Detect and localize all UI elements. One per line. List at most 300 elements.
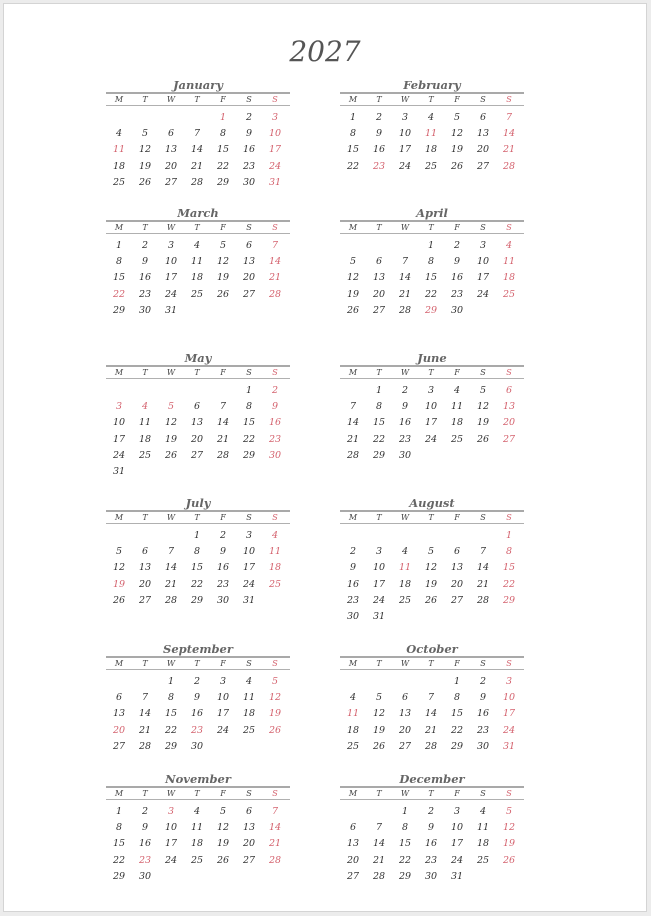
weekday-label: S bbox=[272, 513, 278, 522]
day-cell: 14 bbox=[372, 838, 386, 850]
day-cell: 6 bbox=[479, 112, 487, 123]
empty-cell bbox=[470, 448, 496, 464]
day-cell: 30 bbox=[346, 610, 360, 622]
day-cell: 16 bbox=[138, 272, 152, 284]
day-cell: 10 bbox=[242, 546, 256, 558]
day-cell: 21 bbox=[190, 160, 204, 172]
day-cell: 29 bbox=[216, 176, 230, 188]
weekday-label: M bbox=[114, 95, 124, 104]
month-february bbox=[340, 79, 524, 175]
day-cell: 5 bbox=[505, 806, 513, 817]
week-row bbox=[340, 820, 524, 836]
weekday-label: S bbox=[480, 789, 486, 798]
day-cell: 3 bbox=[167, 240, 175, 251]
day-cell: 11 bbox=[112, 144, 126, 156]
day-cell: 6 bbox=[375, 256, 383, 268]
day-cell: 1 bbox=[245, 385, 253, 396]
day-cell: 13 bbox=[372, 272, 386, 284]
day-cell: 3 bbox=[401, 112, 409, 123]
weekday-label: W bbox=[166, 223, 176, 232]
day-cell: 3 bbox=[427, 385, 435, 396]
day-cell: 25 bbox=[190, 854, 204, 866]
day-cell: 1 bbox=[505, 530, 513, 541]
day-cell: 1 bbox=[349, 112, 357, 123]
day-cell: 19 bbox=[164, 433, 178, 445]
day-cell: 30 bbox=[476, 740, 490, 752]
day-cell: 30 bbox=[424, 870, 438, 882]
day-cell: 3 bbox=[115, 401, 123, 413]
day-cell: 30 bbox=[216, 594, 230, 606]
day-cell: 2 bbox=[219, 530, 227, 541]
day-cell: 25 bbox=[450, 433, 464, 445]
week-row bbox=[340, 383, 524, 399]
empty-cell bbox=[340, 674, 366, 690]
weekday-label: F bbox=[220, 659, 226, 668]
day-cell: 29 bbox=[190, 594, 204, 606]
day-cell: 12 bbox=[164, 417, 178, 429]
month-title: August bbox=[409, 496, 455, 510]
day-cell: 22 bbox=[372, 433, 386, 445]
weekday-label: M bbox=[348, 368, 358, 377]
day-cell: 21 bbox=[216, 433, 230, 445]
week-row bbox=[106, 303, 290, 319]
day-cell: 5 bbox=[453, 112, 461, 123]
day-cell: 3 bbox=[245, 530, 253, 541]
weekday-label: W bbox=[166, 368, 176, 377]
weekday-label: T bbox=[194, 95, 200, 104]
day-cell: 19 bbox=[476, 417, 490, 429]
week-row bbox=[106, 577, 290, 593]
day-cell: 24 bbox=[216, 724, 230, 736]
day-cell: 31 bbox=[112, 465, 126, 477]
month-title: April bbox=[416, 206, 448, 220]
day-cell: 19 bbox=[450, 144, 464, 156]
week-row bbox=[340, 544, 524, 560]
day-cell: 23 bbox=[216, 578, 230, 590]
day-cell: 11 bbox=[502, 256, 516, 268]
weekday-label: F bbox=[454, 513, 460, 522]
empty-cell bbox=[184, 110, 210, 126]
day-cell: 5 bbox=[375, 692, 383, 704]
weekday-label: S bbox=[480, 223, 486, 232]
day-cell: 7 bbox=[193, 128, 201, 140]
weekday-label: W bbox=[400, 223, 410, 232]
empty-cell bbox=[366, 804, 392, 820]
day-cell: 16 bbox=[216, 562, 230, 574]
day-cell: 28 bbox=[346, 449, 360, 461]
week-row bbox=[106, 706, 290, 722]
day-cell: 27 bbox=[112, 740, 126, 752]
month-title: March bbox=[177, 206, 219, 220]
weekday-header bbox=[340, 367, 524, 378]
day-cell: 2 bbox=[375, 112, 383, 123]
weekday-label: T bbox=[142, 659, 148, 668]
day-cell: 11 bbox=[398, 562, 412, 574]
day-cell: 27 bbox=[242, 854, 256, 866]
empty-cell bbox=[184, 303, 210, 319]
day-cell: 12 bbox=[138, 144, 152, 156]
weekday-label: M bbox=[348, 95, 358, 104]
year-title: 2027 bbox=[289, 35, 361, 68]
day-cell: 27 bbox=[450, 594, 464, 606]
day-cell: 25 bbox=[242, 724, 256, 736]
day-cell: 13 bbox=[112, 708, 126, 720]
day-cell: 26 bbox=[476, 433, 490, 445]
day-cell: 23 bbox=[242, 160, 256, 172]
day-cell: 10 bbox=[476, 256, 490, 268]
day-cell: 8 bbox=[115, 256, 123, 268]
day-cell: 22 bbox=[216, 160, 230, 172]
day-cell: 30 bbox=[398, 449, 412, 461]
day-cell: 3 bbox=[479, 240, 487, 251]
day-cell: 9 bbox=[453, 256, 461, 268]
week-row bbox=[106, 674, 290, 690]
day-cell: 7 bbox=[427, 692, 435, 704]
week-row bbox=[340, 690, 524, 706]
week-row bbox=[106, 159, 290, 175]
day-cell: 14 bbox=[216, 417, 230, 429]
day-cell: 9 bbox=[401, 401, 409, 413]
empty-cell bbox=[236, 739, 262, 755]
weekday-label: T bbox=[194, 513, 200, 522]
week-row bbox=[106, 110, 290, 126]
day-cell: 23 bbox=[268, 433, 282, 445]
day-cell: 8 bbox=[219, 128, 227, 140]
day-cell: 31 bbox=[268, 176, 282, 188]
empty-cell bbox=[392, 674, 418, 690]
day-cell: 12 bbox=[372, 708, 386, 720]
day-cell: 21 bbox=[424, 724, 438, 736]
day-cell: 7 bbox=[401, 256, 409, 268]
day-cell: 21 bbox=[268, 272, 282, 284]
week-row bbox=[106, 126, 290, 142]
day-cell: 25 bbox=[268, 578, 282, 590]
empty-cell bbox=[210, 303, 236, 319]
day-cell: 8 bbox=[167, 692, 175, 704]
day-cell: 29 bbox=[164, 740, 178, 752]
day-cell: 16 bbox=[424, 838, 438, 850]
weekday-label: W bbox=[400, 368, 410, 377]
weekday-label: W bbox=[166, 95, 176, 104]
day-cell: 9 bbox=[271, 401, 279, 413]
day-cell: 13 bbox=[398, 708, 412, 720]
weekday-label: S bbox=[506, 513, 512, 522]
day-cell: 15 bbox=[502, 562, 516, 574]
weekday-rule bbox=[340, 378, 524, 379]
weekday-label: F bbox=[220, 95, 226, 104]
day-cell: 6 bbox=[453, 546, 461, 558]
week-row bbox=[340, 869, 524, 885]
day-cell: 16 bbox=[242, 144, 256, 156]
day-cell: 13 bbox=[450, 562, 464, 574]
day-cell: 27 bbox=[346, 870, 360, 882]
day-cell: 5 bbox=[219, 806, 227, 817]
day-cell: 3 bbox=[453, 806, 461, 817]
day-cell: 23 bbox=[190, 724, 204, 736]
day-cell: 17 bbox=[216, 708, 230, 720]
month-may bbox=[106, 352, 290, 480]
day-cell: 19 bbox=[216, 272, 230, 284]
day-cell: 4 bbox=[349, 692, 357, 704]
day-cell: 27 bbox=[242, 288, 256, 300]
weekday-label: T bbox=[376, 368, 382, 377]
day-cell: 23 bbox=[346, 594, 360, 606]
empty-cell bbox=[132, 674, 158, 690]
day-cell: 15 bbox=[450, 708, 464, 720]
week-row bbox=[340, 577, 524, 593]
empty-cell bbox=[418, 528, 444, 544]
empty-cell bbox=[158, 110, 184, 126]
day-cell: 15 bbox=[112, 272, 126, 284]
day-cell: 30 bbox=[268, 449, 282, 461]
week-row bbox=[106, 432, 290, 448]
day-cell: 25 bbox=[424, 160, 438, 172]
day-cell: 16 bbox=[190, 708, 204, 720]
day-cell: 12 bbox=[216, 256, 230, 268]
weekday-label: M bbox=[348, 223, 358, 232]
day-cell: 17 bbox=[424, 417, 438, 429]
week-row bbox=[340, 142, 524, 158]
day-cell: 4 bbox=[453, 385, 461, 396]
day-cell: 17 bbox=[268, 144, 282, 156]
month-title: May bbox=[184, 351, 212, 365]
weekday-header bbox=[340, 222, 524, 233]
day-cell: 26 bbox=[346, 304, 360, 316]
day-cell: 12 bbox=[346, 272, 360, 284]
day-cell: 20 bbox=[346, 854, 360, 866]
week-row bbox=[106, 175, 290, 191]
day-cell: 11 bbox=[138, 417, 152, 429]
day-cell: 14 bbox=[346, 417, 360, 429]
day-cell: 2 bbox=[479, 676, 487, 687]
day-cell: 1 bbox=[219, 112, 227, 123]
empty-cell bbox=[210, 739, 236, 755]
day-cell: 22 bbox=[242, 433, 256, 445]
day-cell: 28 bbox=[164, 594, 178, 606]
day-cell: 5 bbox=[427, 546, 435, 558]
day-cell: 18 bbox=[112, 160, 126, 172]
day-cell: 19 bbox=[138, 160, 152, 172]
day-cell: 24 bbox=[476, 288, 490, 300]
day-cell: 18 bbox=[268, 562, 282, 574]
day-cell: 1 bbox=[115, 806, 123, 817]
day-cell: 18 bbox=[190, 838, 204, 850]
day-cell: 8 bbox=[349, 128, 357, 140]
day-cell: 14 bbox=[502, 128, 516, 140]
day-cell: 30 bbox=[138, 870, 152, 882]
day-cell: 24 bbox=[164, 854, 178, 866]
empty-cell bbox=[444, 528, 470, 544]
weekday-label: T bbox=[142, 789, 148, 798]
weekday-rule bbox=[340, 669, 524, 670]
day-cell: 15 bbox=[112, 838, 126, 850]
day-cell: 8 bbox=[115, 822, 123, 834]
day-cell: 26 bbox=[216, 854, 230, 866]
weekday-label: S bbox=[480, 659, 486, 668]
calendar-page bbox=[3, 3, 647, 912]
day-cell: 14 bbox=[164, 562, 178, 574]
day-cell: 13 bbox=[476, 128, 490, 140]
day-cell: 16 bbox=[346, 578, 360, 590]
weekday-rule bbox=[340, 523, 524, 524]
empty-cell bbox=[366, 238, 392, 254]
day-cell: 20 bbox=[242, 272, 256, 284]
week-row bbox=[106, 690, 290, 706]
month-july bbox=[106, 497, 290, 609]
day-cell: 4 bbox=[245, 676, 253, 687]
empty-cell bbox=[158, 464, 184, 480]
day-cell: 14 bbox=[138, 708, 152, 720]
day-cell: 23 bbox=[398, 433, 412, 445]
weekday-rule bbox=[106, 523, 290, 524]
day-cell: 13 bbox=[242, 256, 256, 268]
weekday-label: T bbox=[428, 223, 434, 232]
day-cell: 26 bbox=[216, 288, 230, 300]
weekday-label: T bbox=[376, 659, 382, 668]
day-cell: 13 bbox=[502, 401, 516, 413]
day-cell: 26 bbox=[268, 724, 282, 736]
empty-cell bbox=[184, 869, 210, 885]
day-cell: 15 bbox=[424, 272, 438, 284]
day-cell: 9 bbox=[479, 692, 487, 704]
week-row bbox=[106, 739, 290, 755]
week-row bbox=[106, 869, 290, 885]
day-cell: 22 bbox=[450, 724, 464, 736]
day-cell: 17 bbox=[502, 708, 516, 720]
day-cell: 24 bbox=[450, 854, 464, 866]
empty-cell bbox=[444, 448, 470, 464]
day-cell: 10 bbox=[372, 562, 386, 574]
weekday-header bbox=[340, 658, 524, 669]
day-cell: 15 bbox=[346, 144, 360, 156]
day-cell: 10 bbox=[164, 256, 178, 268]
day-cell: 4 bbox=[115, 128, 123, 140]
empty-cell bbox=[340, 528, 366, 544]
day-cell: 22 bbox=[398, 854, 412, 866]
day-cell: 14 bbox=[476, 562, 490, 574]
day-cell: 2 bbox=[427, 806, 435, 817]
weekday-label: S bbox=[480, 95, 486, 104]
week-row bbox=[340, 609, 524, 625]
weekday-rule bbox=[106, 669, 290, 670]
week-row bbox=[106, 270, 290, 286]
day-cell: 16 bbox=[398, 417, 412, 429]
day-cell: 9 bbox=[427, 822, 435, 834]
day-cell: 9 bbox=[141, 256, 149, 268]
day-cell: 28 bbox=[190, 176, 204, 188]
day-cell: 7 bbox=[271, 806, 279, 817]
day-cell: 24 bbox=[112, 449, 126, 461]
day-cell: 7 bbox=[479, 546, 487, 558]
day-cell: 6 bbox=[115, 692, 123, 704]
week-row bbox=[340, 399, 524, 415]
day-cell: 21 bbox=[476, 578, 490, 590]
empty-cell bbox=[158, 869, 184, 885]
month-march bbox=[106, 207, 290, 319]
day-cell: 16 bbox=[268, 417, 282, 429]
empty-cell bbox=[262, 739, 288, 755]
day-cell: 20 bbox=[190, 433, 204, 445]
day-cell: 24 bbox=[424, 433, 438, 445]
day-cell: 17 bbox=[372, 578, 386, 590]
day-cell: 9 bbox=[375, 128, 383, 140]
week-row bbox=[340, 560, 524, 576]
day-cell: 14 bbox=[190, 144, 204, 156]
week-row bbox=[340, 836, 524, 852]
day-cell: 19 bbox=[502, 838, 516, 850]
weekday-rule bbox=[340, 105, 524, 106]
empty-cell bbox=[418, 448, 444, 464]
day-cell: 20 bbox=[502, 417, 516, 429]
weekday-header bbox=[340, 94, 524, 105]
day-cell: 11 bbox=[242, 692, 256, 704]
day-cell: 6 bbox=[193, 401, 201, 413]
empty-cell bbox=[262, 464, 288, 480]
day-cell: 19 bbox=[112, 578, 126, 590]
weekday-label: F bbox=[454, 659, 460, 668]
day-cell: 1 bbox=[401, 806, 409, 817]
empty-cell bbox=[392, 528, 418, 544]
day-cell: 29 bbox=[398, 870, 412, 882]
day-cell: 7 bbox=[271, 240, 279, 251]
day-cell: 24 bbox=[242, 578, 256, 590]
day-cell: 20 bbox=[138, 578, 152, 590]
day-cell: 22 bbox=[424, 288, 438, 300]
day-cell: 20 bbox=[372, 288, 386, 300]
day-cell: 29 bbox=[112, 870, 126, 882]
day-cell: 10 bbox=[398, 128, 412, 140]
day-cell: 10 bbox=[164, 822, 178, 834]
week-row bbox=[340, 448, 524, 464]
day-cell: 6 bbox=[245, 806, 253, 817]
day-cell: 8 bbox=[375, 401, 383, 413]
day-cell: 18 bbox=[242, 708, 256, 720]
weekday-label: T bbox=[376, 789, 382, 798]
day-cell: 27 bbox=[164, 176, 178, 188]
day-cell: 11 bbox=[190, 256, 204, 268]
day-cell: 28 bbox=[372, 870, 386, 882]
day-cell: 30 bbox=[190, 740, 204, 752]
empty-cell bbox=[132, 110, 158, 126]
weekday-label: M bbox=[114, 513, 124, 522]
day-cell: 19 bbox=[346, 288, 360, 300]
day-cell: 5 bbox=[349, 256, 357, 268]
day-cell: 28 bbox=[268, 854, 282, 866]
empty-cell bbox=[262, 593, 288, 609]
week-row bbox=[106, 287, 290, 303]
week-row bbox=[340, 270, 524, 286]
weekday-rule bbox=[106, 105, 290, 106]
day-cell: 16 bbox=[450, 272, 464, 284]
month-november bbox=[106, 773, 290, 885]
day-cell: 3 bbox=[219, 676, 227, 687]
weekday-label: S bbox=[506, 95, 512, 104]
day-cell: 31 bbox=[450, 870, 464, 882]
day-cell: 2 bbox=[401, 385, 409, 396]
weekday-label: W bbox=[400, 789, 410, 798]
weekday-label: F bbox=[220, 368, 226, 377]
day-cell: 2 bbox=[271, 385, 279, 396]
week-row bbox=[106, 448, 290, 464]
day-cell: 11 bbox=[268, 546, 282, 558]
empty-cell bbox=[366, 528, 392, 544]
weekday-label: T bbox=[428, 95, 434, 104]
empty-cell bbox=[106, 528, 132, 544]
month-title: June bbox=[417, 351, 447, 365]
empty-cell bbox=[392, 238, 418, 254]
weekday-label: T bbox=[376, 513, 382, 522]
day-cell: 1 bbox=[115, 240, 123, 251]
